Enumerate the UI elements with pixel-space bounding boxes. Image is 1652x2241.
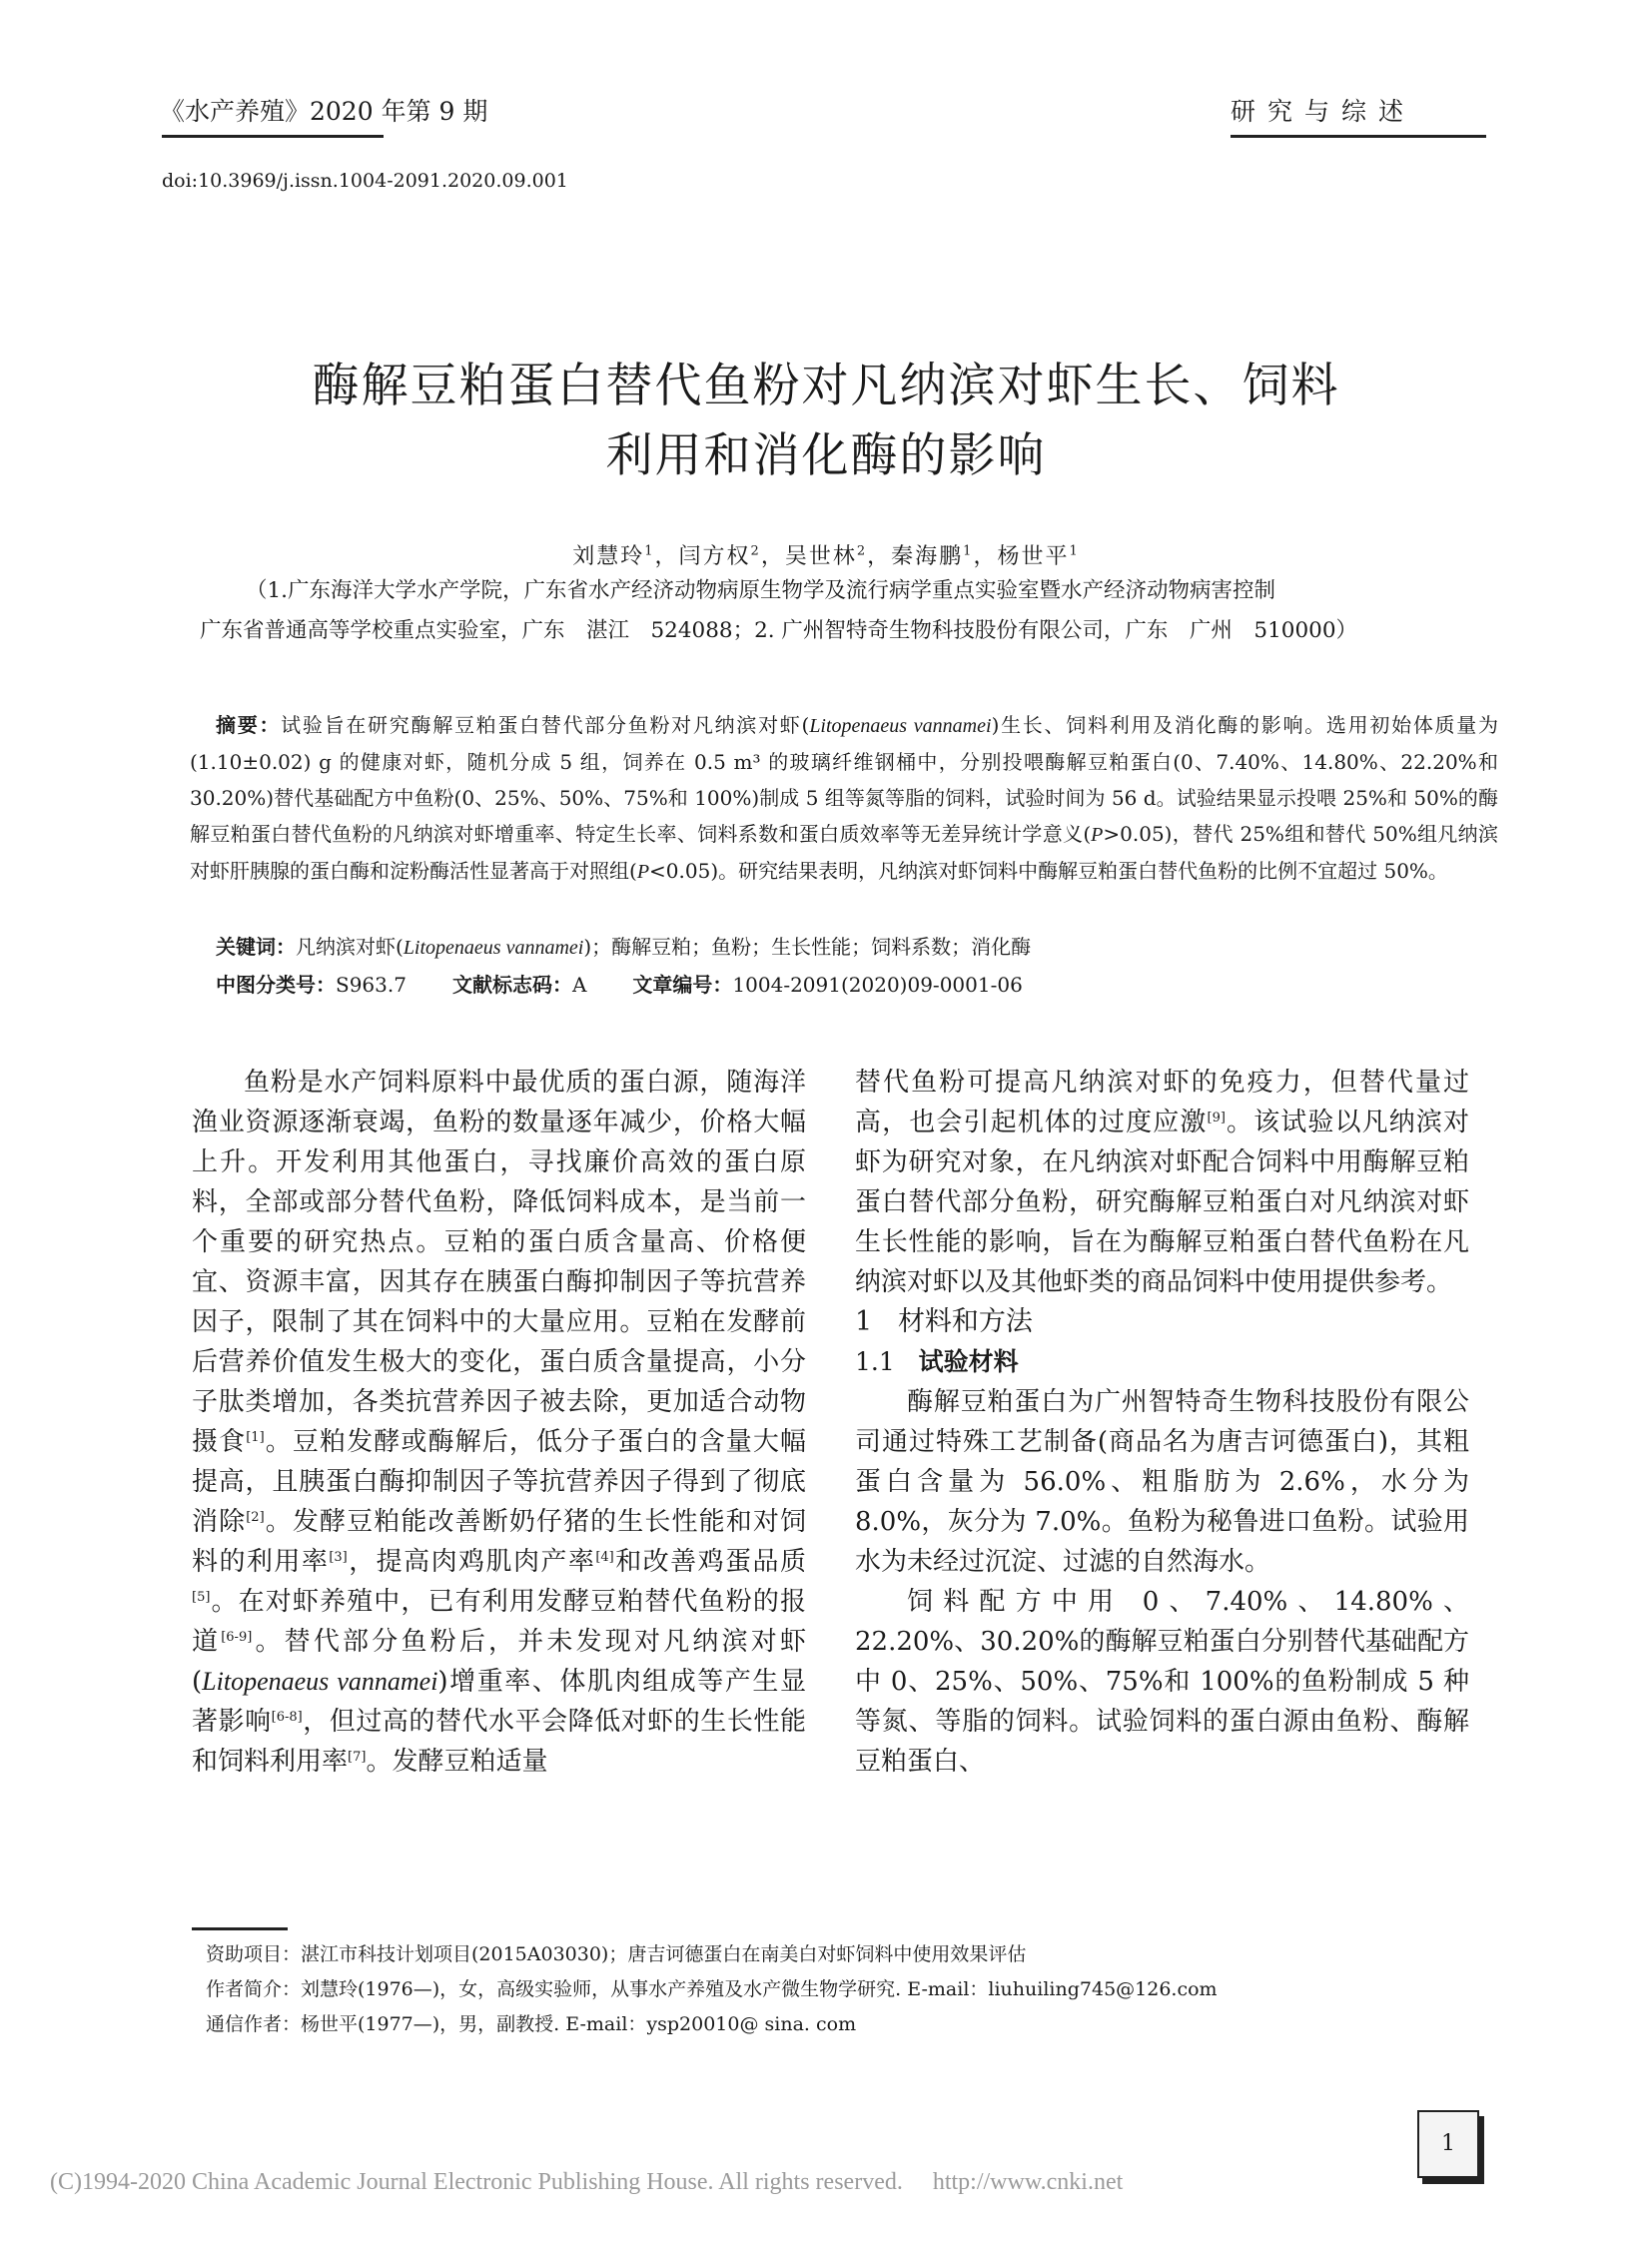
doc-code-value: A: [571, 973, 587, 997]
doc-code-label: 文献标志码：: [451, 973, 572, 997]
author-list: 刘慧玲$^1$，闫方权$^2$，吴世林$^2$，秦海鹏$^1$，杨世平$^1$: [572, 543, 1080, 569]
title-line-2: 利用和消化酶的影响: [605, 428, 1047, 483]
formula-paragraph: 饲料配方中用 0、7.40%、14.80%、22.20%、30.20%的酶解豆粕蛋白分别替代基础配方中 0、25%、50%、75%和 100%的鱼粉制成 5 种等氮、等脂的饲料。试验饲料的蛋白源由鱼粉、酶解豆粕蛋白、: [855, 1587, 1469, 1777]
keywords-text: 凡纳滨对虾(: [296, 935, 404, 959]
text: 。发酵豆粕能改善断奶仔猪的生长性能和对饲料的利用率: [192, 1507, 806, 1577]
subsection-heading: [855, 1342, 1469, 1382]
text: ，提高肉鸡肌肉产率: [347, 1547, 596, 1577]
abstract-text: 试验旨在研究酶解豆粕蛋白替代部分鱼粉对凡纳滨对虾(: [281, 713, 810, 737]
intro-paragraph: [192, 1063, 806, 1782]
intro-paragraph-continued: [855, 1063, 1469, 1302]
classification-line: [216, 969, 1023, 998]
footnote-corresponding: 通信作者：杨世平(1977—)，男，副教授. E-mail：ysp20010@ sina. com: [206, 2013, 857, 2035]
footnote-rule: [192, 1927, 288, 1930]
text: 鱼粉是水产饲料原料中最优质的蛋白源，随海洋渔业资源逐渐衰竭，鱼粉的数量逐年减少，价格大幅上升。开发利用其他蛋白，寻找廉价高效的蛋白原料，全部或部分替代鱼粉，降低饲料成本，是当前一个重要的研究热点。豆粕的蛋白质含量高、价格便宜、资源丰富，因其存在胰蛋白酶抑制因子等抗营养因子，限制了其在饲料中的大量应用。豆粕在发酵前后营养价值发生极大的变化，蛋白质含量提高，小分子肽类增加，各类抗营养因子被去除，更加适合动物摄食: [192, 1068, 806, 1457]
author-affiliation-mark: 1: [644, 543, 655, 559]
page-number: 1: [1417, 2110, 1479, 2178]
footnote-funding: 资助项目：湛江市科技计划项目(2015A03030)；唐吉诃德蛋白在南美白对虾饲料中使用效果评估: [206, 1943, 1027, 1965]
clc-value: S963.7: [336, 973, 407, 997]
abstract-text: <0.05)。研究结果表明，凡纳滨对虾饲料中酶解豆粕蛋白替代鱼粉的比例不宜超过 50%。: [649, 859, 1448, 883]
citation[interactable]: [6-9]: [221, 1630, 253, 1645]
author: 闫方权: [678, 544, 751, 569]
author: 杨世平: [997, 544, 1070, 569]
author-affiliation-mark: 2: [856, 543, 868, 559]
running-header-journal: 《水产养殖》2020 年第 9 期: [160, 97, 488, 126]
section-number: 1: [855, 1306, 873, 1337]
text: ，但过高的替代水平会降低对虾的生长性能和饲料利用率: [192, 1707, 806, 1777]
author-affiliation-mark: 1: [963, 543, 974, 559]
citation[interactable]: [1]: [246, 1430, 265, 1445]
materials-paragraph: 酶解豆粕蛋白为广州智特奇生物科技股份有限公司通过特殊工艺制备(商品名为唐吉诃德蛋白)，其粗蛋白含量为 56.0%、粗脂肪为 2.6%，水分为 8.0%，灰分为 7.0%。鱼粉为秘鲁进口鱼粉。试验用水为未经过沉淀、过滤的自然海水。: [855, 1387, 1469, 1577]
keywords-label: 关键词：: [216, 935, 296, 959]
affiliations: [200, 571, 1498, 651]
text: 。替代部分鱼粉后，并未发现对凡纳滨对虾(: [192, 1627, 806, 1697]
citation[interactable]: [2]: [246, 1510, 265, 1525]
footnote-author-bio: 作者简介：刘慧玲(1976—)，女，高级实验师，从事水产养殖及水产微生物学研究. E-mail：liuhuiling745@126.com: [206, 1978, 1218, 2000]
paper-title: [0, 352, 1652, 491]
section-heading: [855, 1302, 1469, 1342]
p-value-symbol: P: [636, 861, 650, 883]
citation[interactable]: [3]: [329, 1550, 348, 1565]
citation[interactable]: [4]: [595, 1550, 614, 1565]
text: )增重率、体肌肉组成等产生显著影响: [192, 1667, 806, 1737]
copyright-watermark: (C)1994-2020 China Academic Journal Electronic Publishing House. All rights reserved. http://www.cnki.net: [50, 2169, 1124, 2195]
affiliation-line-2: 广东省普通高等学校重点实验室，广东 湛江 524088；2. 广州智特奇生物科技股份有限公司，广东 广州 510000）: [200, 618, 1357, 643]
author: 秦海鹏: [891, 544, 964, 569]
header-rule-right: [1231, 135, 1486, 138]
header-rule-left: [162, 135, 384, 138]
running-header-section: 研究与综述: [1231, 97, 1416, 126]
clc-label: 中图分类号：: [216, 973, 336, 997]
citation[interactable]: [9]: [1207, 1111, 1226, 1125]
author: 刘慧玲: [572, 544, 645, 569]
author-affiliation-mark: 1: [1069, 543, 1080, 559]
title-line-1: 酶解豆粕蛋白替代鱼粉对凡纳滨对虾生长、饲料: [312, 359, 1340, 413]
text: 和改善鸡蛋品质: [613, 1547, 806, 1577]
article-no-value: 1004-2091(2020)09-0001-06: [732, 973, 1023, 997]
abstract: [190, 707, 1498, 890]
subsection-title: 试验材料: [918, 1347, 1019, 1376]
abstract-text: >0.05)，替代 25%组和替代 50%组凡纳滨对虾肝胰腺的蛋白酶和淀粉酶活性显著高于对照组(: [190, 822, 1498, 883]
species-name: Litopenaeus vannamei: [202, 1667, 438, 1696]
keywords-text: )；酶解豆粕；鱼粉；生长性能；饲料系数；消化酶: [583, 935, 1032, 959]
citation[interactable]: [6-8]: [271, 1710, 303, 1725]
p-value-symbol: P: [1091, 824, 1104, 846]
abstract-label: 摘要：: [216, 713, 282, 737]
text: 。该试验以凡纳滨对虾为研究对象，在凡纳滨对虾配合饲料中用酶解豆粕蛋白替代部分鱼粉，研究酶解豆粕蛋白对凡纳滨对虾生长性能的影响，旨在为酶解豆粕蛋白替代鱼粉在凡纳滨对虾以及其他虾类的商品饲料中使用提供参考。: [855, 1108, 1469, 1297]
body-column-right: [855, 1063, 1469, 1782]
section-title: 材料和方法: [897, 1306, 1033, 1337]
keywords: [216, 931, 1031, 960]
article-no-label: 文章编号：: [632, 973, 733, 997]
author-affiliation-mark: 2: [750, 543, 761, 559]
citation[interactable]: [5]: [192, 1590, 211, 1605]
abstract-text: )生长、饲料利用及消化酶的影响。选用初始体质量为(1.10±0.02) g 的健康对虾，随机分成 5 组，饲养在 0.5 m³ 的玻璃纤维钢桶中，分别投喂酶解豆粕蛋白(0、7.40%、14.80%、22.20%和 30.20%)替代基础配方中鱼粉(0、25%、50%、75%和 100%)制成 5 组等氮等脂的饲料，试验时间为 56 d。试验结果显示投喂 25%和 50%的酶解豆粕蛋白替代鱼粉的凡纳滨对虾增重率、特定生长率、饲料系数和蛋白质效率等无差异统计学意义(: [190, 713, 1498, 846]
author: 吴世林: [784, 544, 857, 569]
subsection-number: 1.1: [855, 1347, 895, 1376]
text: 。发酵豆粕适量: [366, 1747, 548, 1777]
species-name: Litopenaeus vannamei: [809, 715, 992, 737]
text: 。豆粕发酵或酶解后，低分子蛋白的含量大幅提高，且胰蛋白酶抑制因子等抗营养因子得到了彻底消除: [192, 1427, 806, 1537]
species-name: Litopenaeus vannamei: [403, 937, 584, 959]
doi: doi:10.3969/j.issn.1004-2091.2020.09.001: [162, 170, 568, 192]
citation[interactable]: [7]: [348, 1750, 367, 1765]
body-column-left: [192, 1063, 806, 1782]
text: 替代鱼粉可提高凡纳滨对虾的免疫力，但替代量过高，也会引起机体的过度应激: [855, 1068, 1469, 1137]
text: 。在对虾养殖中，已有利用发酵豆粕替代鱼粉的报道: [192, 1587, 806, 1657]
footnotes: [206, 1937, 1218, 2042]
affiliation-line-1: （1.广东海洋大学水产学院，广东省水产经济动物病原生物学及流行病学重点实验室暨水产经济动物病害控制: [246, 578, 1276, 603]
